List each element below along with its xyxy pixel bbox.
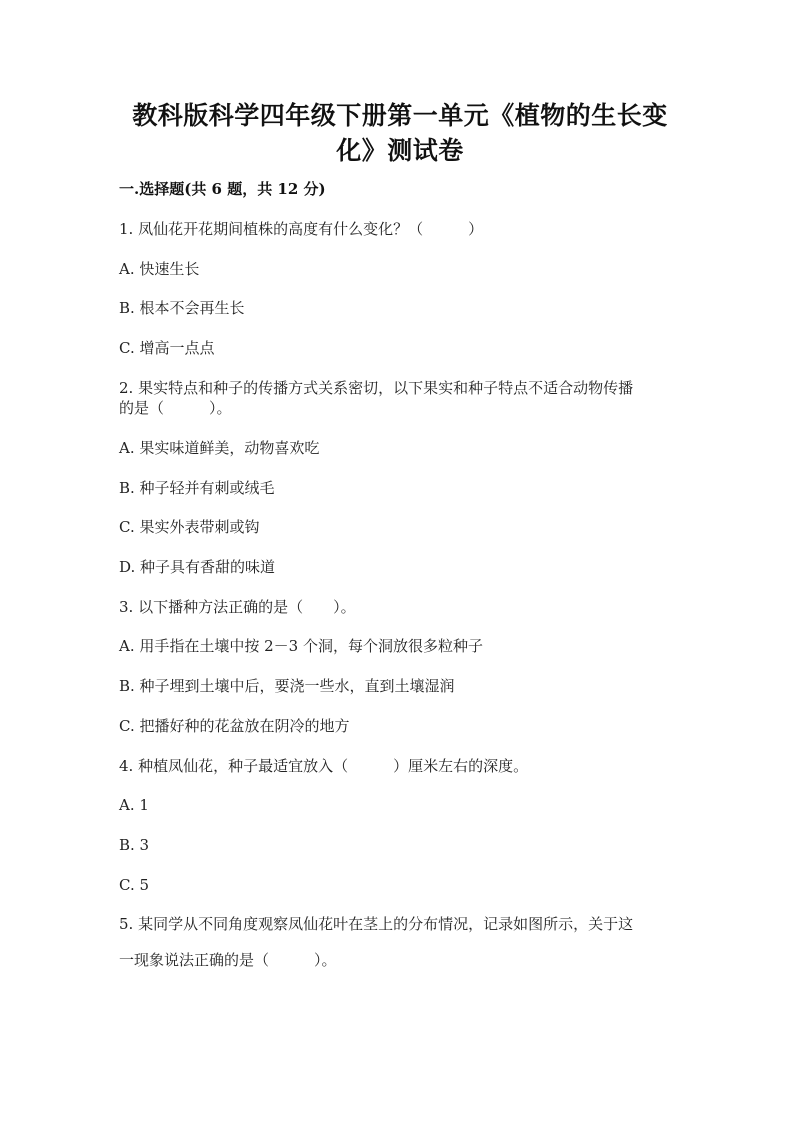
question-2-stem-line-1: 2. 果实特点和种子的传播方式关系密切，以下果实和种子特点不适合动物传播 [119,379,634,397]
question-4-option-c: C. 5 [119,876,150,894]
question-3-option-b: B. 种子埋到土壤中后，要浇一些水，直到土壤湿润 [119,677,455,695]
question-4-stem: 4. 种植凤仙花，种子最适宜放入（ ）厘米左右的深度。 [119,757,529,775]
question-1-option-a: A. 快速生长 [119,260,200,278]
document-title-line-1: 教科版科学四年级下册第一单元《植物的生长变 [132,101,668,130]
question-3-option-a: A. 用手指在土壤中按 2－3 个洞，每个洞放很多粒种子 [119,637,483,655]
question-2-stem-line-2: 的是（ ）。 [119,399,232,417]
question-1-stem: 1. 凤仙花开花期间植株的高度有什么变化？（ ） [119,220,484,238]
question-1-option-b: B. 根本不会再生长 [119,299,245,317]
question-3-stem: 3. 以下播种方法正确的是（ ）。 [119,598,356,616]
question-4-option-a: A. 1 [119,796,149,814]
question-5-stem-line-2: 一现象说法正确的是（ ）。 [119,951,337,969]
question-2-option-d: D. 种子具有香甜的味道 [119,558,276,576]
question-2-option-c: C. 果实外表带刺或钩 [119,518,260,536]
document-title-line-2: 化》测试卷 [336,136,464,165]
question-2-option-a: A. 果实味道鲜美，动物喜欢吃 [119,439,320,457]
question-2-option-b: B. 种子轻并有刺或绒毛 [119,479,275,497]
question-3-option-c: C. 把播好种的花盆放在阴冷的地方 [119,717,350,735]
question-1-option-c: C. 增高一点点 [119,339,215,357]
question-4-option-b: B. 3 [119,836,150,854]
question-5-stem-line-1: 5. 某同学从不同角度观察凤仙花叶在茎上的分布情况，记录如图所示，关于这 [119,915,634,933]
section-heading: 一.选择题(共 6 题，共 12 分) [119,180,326,198]
